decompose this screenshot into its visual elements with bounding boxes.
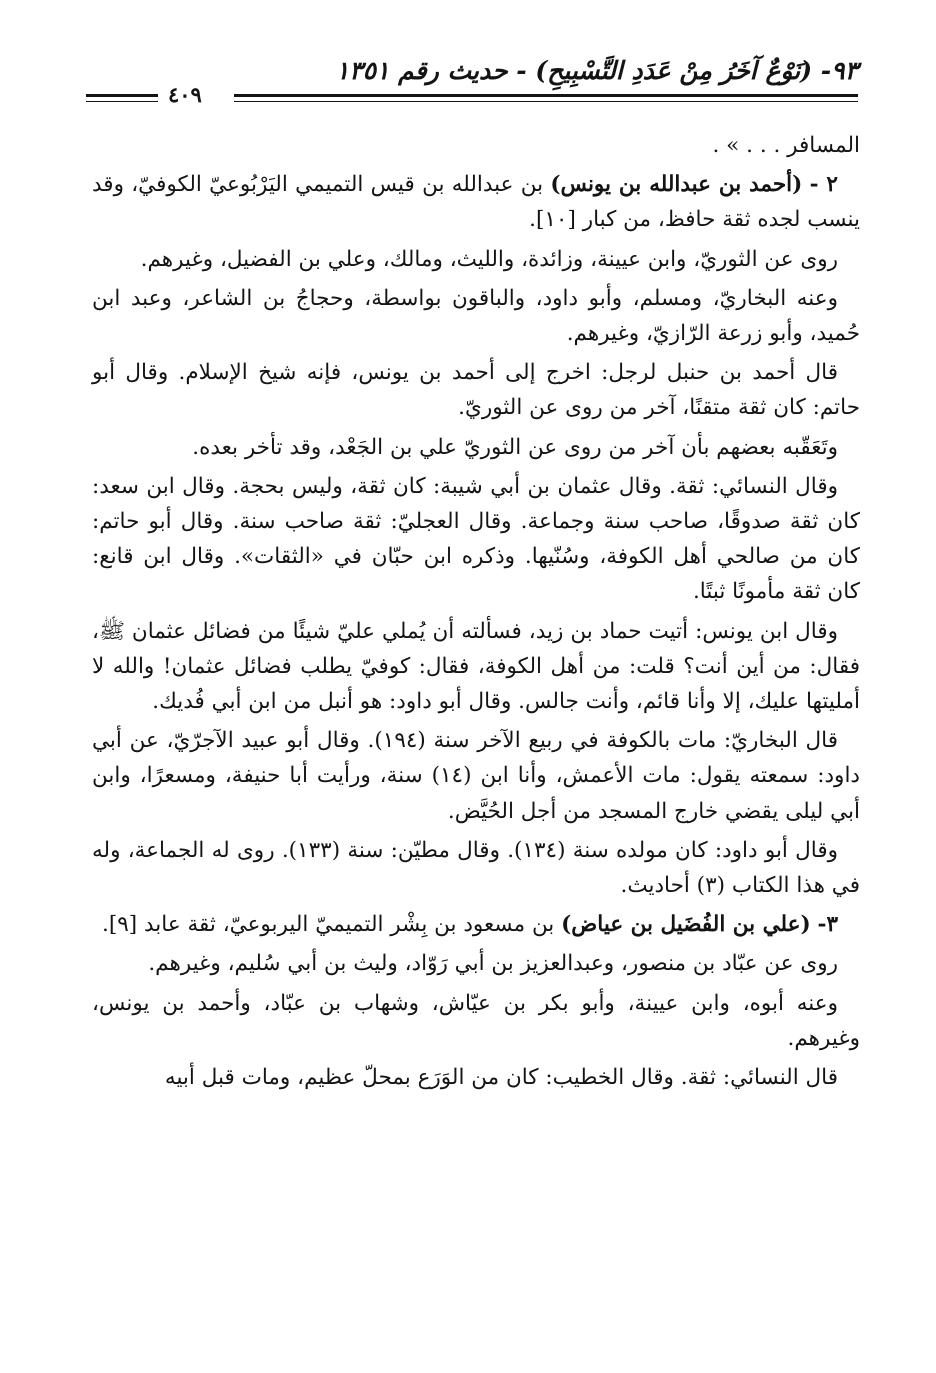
paragraph [92, 614, 860, 720]
paragraph-text: روى عن عبّاد بن منصور، وعبدالعزيز بن أبي رَوّاد، وليث بن أبي سُليم، وغيرهم. [148, 951, 838, 977]
narrator-entry [92, 907, 860, 942]
paragraph [92, 469, 860, 610]
entry-text: بن عبدالله بن قيس التميمي اليَرْبُوعيّ الكوفيّ، وقد ينسب لجده ثقة حافظ، من كبار [١٠]. [92, 172, 860, 233]
paragraph [92, 723, 860, 829]
paragraph [92, 986, 860, 1056]
paragraph-text: المسافر . . . » . [712, 133, 860, 158]
paragraph [92, 242, 860, 277]
paragraph-text: قال النسائي: ثقة. وقال الخطيب: كان من الوَرَع بمحلّ عظيم، ومات قبل أبيه [164, 1065, 838, 1091]
paragraph [92, 355, 860, 425]
page-number: ٤٠٩ [168, 82, 202, 107]
paragraph-text: وقال النسائي: ثقة. وقال عثمان بن أبي شيبة: كان ثقة، وليس بحجة. وقال ابن سعد: كان ثقة صدوقًا، صاحب سنة وجماعة. وقال العجليّ: ثقة صاحب سنة. وقال أبو حاتم: كان من صالحي أهل الكوفة، وسُنّيها. وذكره ابن حبّان في «الثقات». وقال ابن قانع: كان ثقة مأمونًا ثبتًا. [92, 473, 860, 605]
paragraph-text: وقال أبو داود: كان مولده سنة (١٣٤). وقال مطيّن: سنة (١٣٣). روى له الجماعة، وله في هذا الكتاب (٣) أحاديث. [92, 837, 860, 899]
paragraph [92, 1060, 860, 1095]
header-rule-thin [234, 101, 858, 102]
paragraph-text: وتَعَقّبه بعضهم بأن آخر من روى عن الثوريّ علي بن الجَعْد، وقد تأخر بعده. [192, 434, 838, 460]
narrator-entry [92, 167, 860, 237]
paragraph-text: وقال ابن يونس: أتيت حماد بن زيد، فسألته أن يُملي عليّ شيئًا من فضائل عثمان ﷺ، فقال: من أين أنت؟ قلت: من أهل الكوفة، فقال: كوفيّ يطلب فضائل عثمان! والله لا أمليتها عليك، إلا وأنا قائم، وأنت جالس. وقال أبو داود: هو أنبل من ابن أبي فُديك. [92, 618, 860, 715]
paragraph [92, 430, 860, 465]
paragraph-text: قال أحمد بن حنبل لرجل: اخرج إلى أحمد بن يونس، فإنه شيخ الإسلام. وقال أبو حاتم: كان ثقة متقنًا، آخر من روى عن الثوريّ. [92, 360, 860, 421]
paragraph-text: قال البخاريّ: مات بالكوفة في ربيع الآخر سنة (١٩٤). وقال أبو عبيد الآجرّيّ، عن أبي داود: سمعته يقول: مات الأعمش، وأنا ابن (١٤) سنة، ورأيت أبا حنيفة، ومسعرًا، وابن أبي ليلى يقضي خارج المسجد من أجل الحُيَّض. [92, 728, 860, 824]
body-text [92, 128, 860, 1099]
paragraph [92, 128, 860, 163]
paragraph-text: وعنه أبوه، وابن عيينة، وأبو بكر بن عيّاش، وشهاب بن عبّاد، وأحمد بن يونس، وغيرهم. [92, 990, 860, 1051]
header-rule-left-thin [86, 101, 158, 102]
entry-text: بن مسعود بن بِشْر التميميّ اليربوعيّ، ثقة عابد [٩]. [101, 912, 562, 938]
entry-number: ٣- [817, 912, 838, 938]
paragraph [92, 946, 860, 981]
paragraph [92, 833, 860, 903]
paragraph [92, 281, 860, 351]
page-header [86, 54, 858, 114]
entry-name: (أحمد بن عبدالله بن يونس) [550, 172, 803, 198]
running-title: ٩٣- (نَوْعٌ آخَرُ مِنْ عَدَدِ التَّسْبِيحِ) - حديث رقم ١٣٥١ [335, 56, 858, 85]
entry-number: ٢ - [809, 172, 838, 198]
header-rule-left [86, 94, 158, 97]
paragraph-text: وعنه البخاريّ، ومسلم، وأبو داود، والباقون بواسطة، وحجاجُ بن الشاعر، وعبد ابن حُميد، وأبو زرعة الرّازيّ، وغيرهم. [92, 285, 860, 347]
entry-name: (علي بن الفُضَيل بن عياض) [561, 912, 811, 938]
paragraph-text: روى عن الثوريّ، وابن عيينة، وزائدة، والليث، ومالك، وعلي بن الفضيل، وغيرهم. [140, 246, 838, 272]
header-rule [234, 94, 858, 97]
